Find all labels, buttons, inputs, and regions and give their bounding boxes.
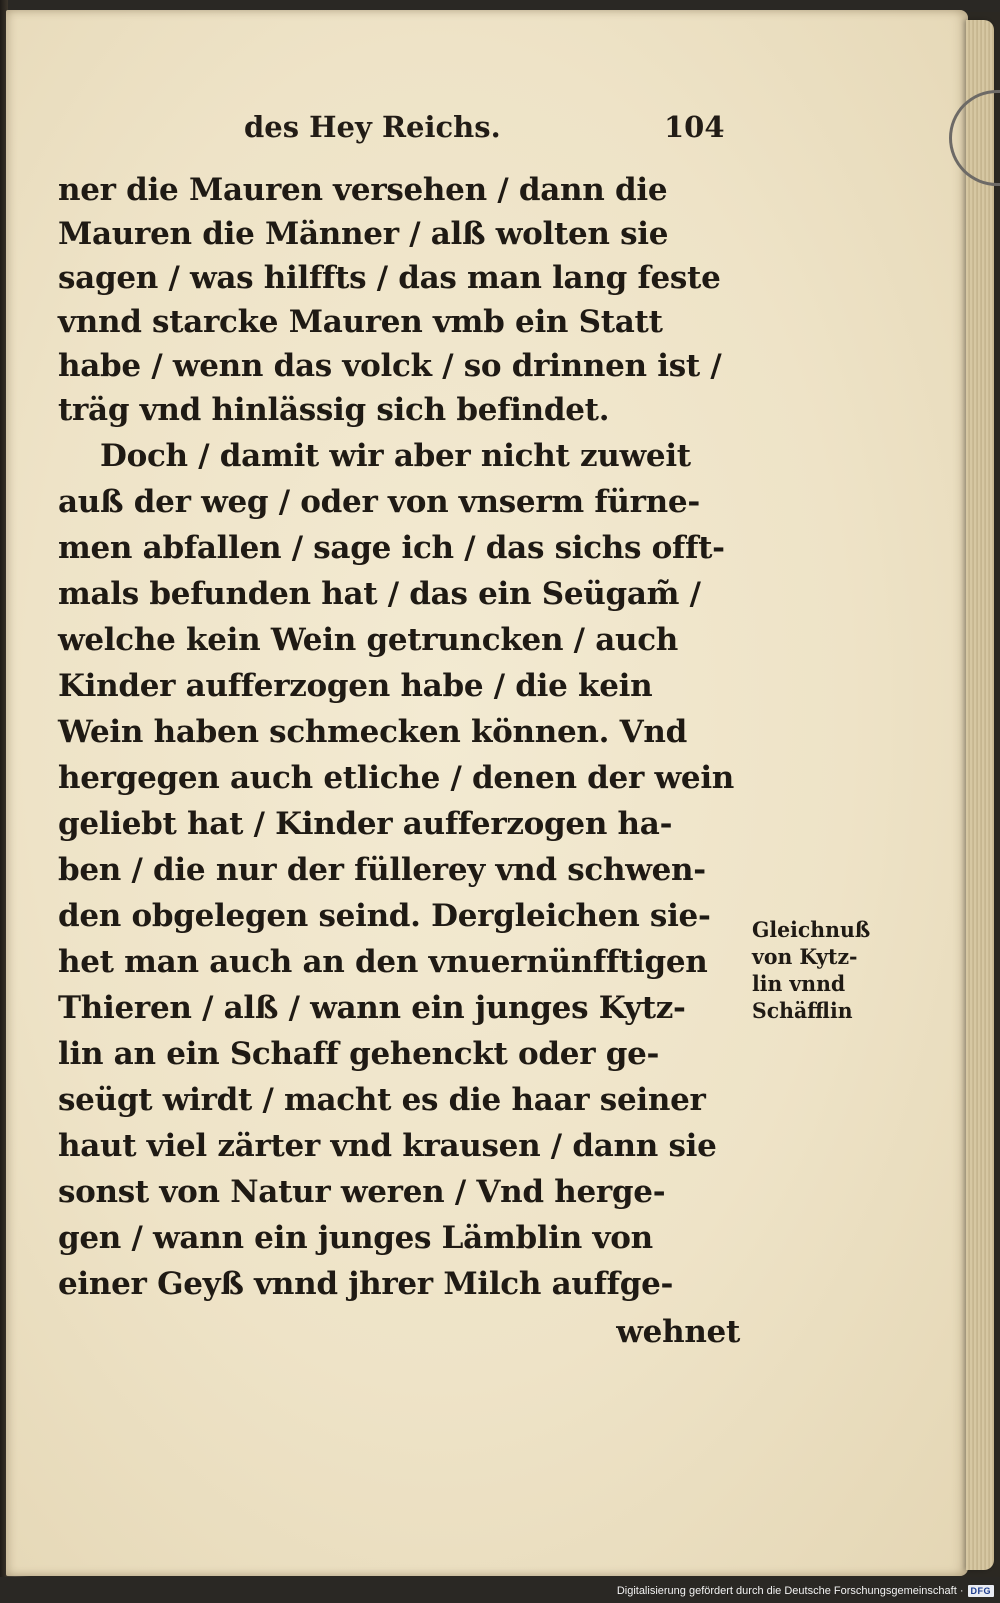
text-line: haut viel zärter vnd krausen / dann sie xyxy=(58,1128,717,1164)
margin-note-line: Schäfflin xyxy=(752,998,853,1023)
text-line: den obgelegen seind. Dergleichen sie- xyxy=(58,898,711,934)
text-line: einer Geyß vnnd jhrer Milch auffge- xyxy=(58,1266,674,1302)
text-line: sagen / was hilffts / das man lang feste xyxy=(58,260,721,296)
text-line: Kinder aufferzogen habe / die kein xyxy=(58,668,653,704)
running-head-title: des Hey Reichs. xyxy=(244,110,501,144)
text-line: seügt wirdt / macht es die haar seiner xyxy=(58,1082,706,1118)
margin-note-line: lin vnnd xyxy=(752,971,846,996)
catchword: wehnet xyxy=(616,1314,740,1350)
text-line: ner die Mauren versehen / dann die xyxy=(58,172,668,208)
text-line: lin an ein Schaff gehenckt oder ge- xyxy=(58,1036,660,1072)
credit-text: Digitalisierung gefördert durch die Deutsche Forschungsgemeinschaft · xyxy=(616,1585,964,1597)
text-line: mals befunden hat / das ein Seügam̃ / xyxy=(58,576,701,612)
text-line: Thieren / alß / wann ein junges Kytz- xyxy=(58,990,686,1026)
text-line: auß der weg / oder von vnserm fürne- xyxy=(58,484,700,520)
text-line: gen / wann ein junges Lämblin von xyxy=(58,1220,653,1256)
text-line: het man auch an den vnuernünfftigen xyxy=(58,944,708,980)
text-line: men abfallen / sage ich / das sichs offt- xyxy=(58,530,725,566)
text-line: vnnd starcke Mauren vmb ein Statt xyxy=(58,304,663,340)
text-line: träg vnd hinlässig sich befindet. xyxy=(58,392,610,428)
dfg-logo: DFG xyxy=(968,1585,995,1597)
text-line: welche kein Wein getruncken / auch xyxy=(58,622,679,658)
margin-note-line: von Kytz- xyxy=(752,944,858,969)
margin-note-line: Gleichnuß xyxy=(752,917,871,942)
text-line: sonst von Natur weren / Vnd herge- xyxy=(58,1174,666,1210)
text-line: geliebt hat / Kinder aufferzogen ha- xyxy=(58,806,673,842)
page-edges xyxy=(966,20,994,1570)
text-line: Mauren die Männer / alß wolten sie xyxy=(58,216,669,252)
digitization-credit xyxy=(617,1585,994,1597)
text-line: Wein haben schmecken können. Vnd xyxy=(58,714,688,750)
page-number: 104 xyxy=(664,110,725,144)
text-line: ben / die nur der füllerey vnd schwen- xyxy=(58,852,706,888)
paragraph-start-line: Doch / damit wir aber nicht zuweit xyxy=(100,438,691,474)
margin-note xyxy=(752,916,892,1024)
text-line: habe / wenn das volck / so drinnen ist / xyxy=(58,348,722,384)
text-line: hergegen auch etliche / denen der wein xyxy=(58,760,735,796)
